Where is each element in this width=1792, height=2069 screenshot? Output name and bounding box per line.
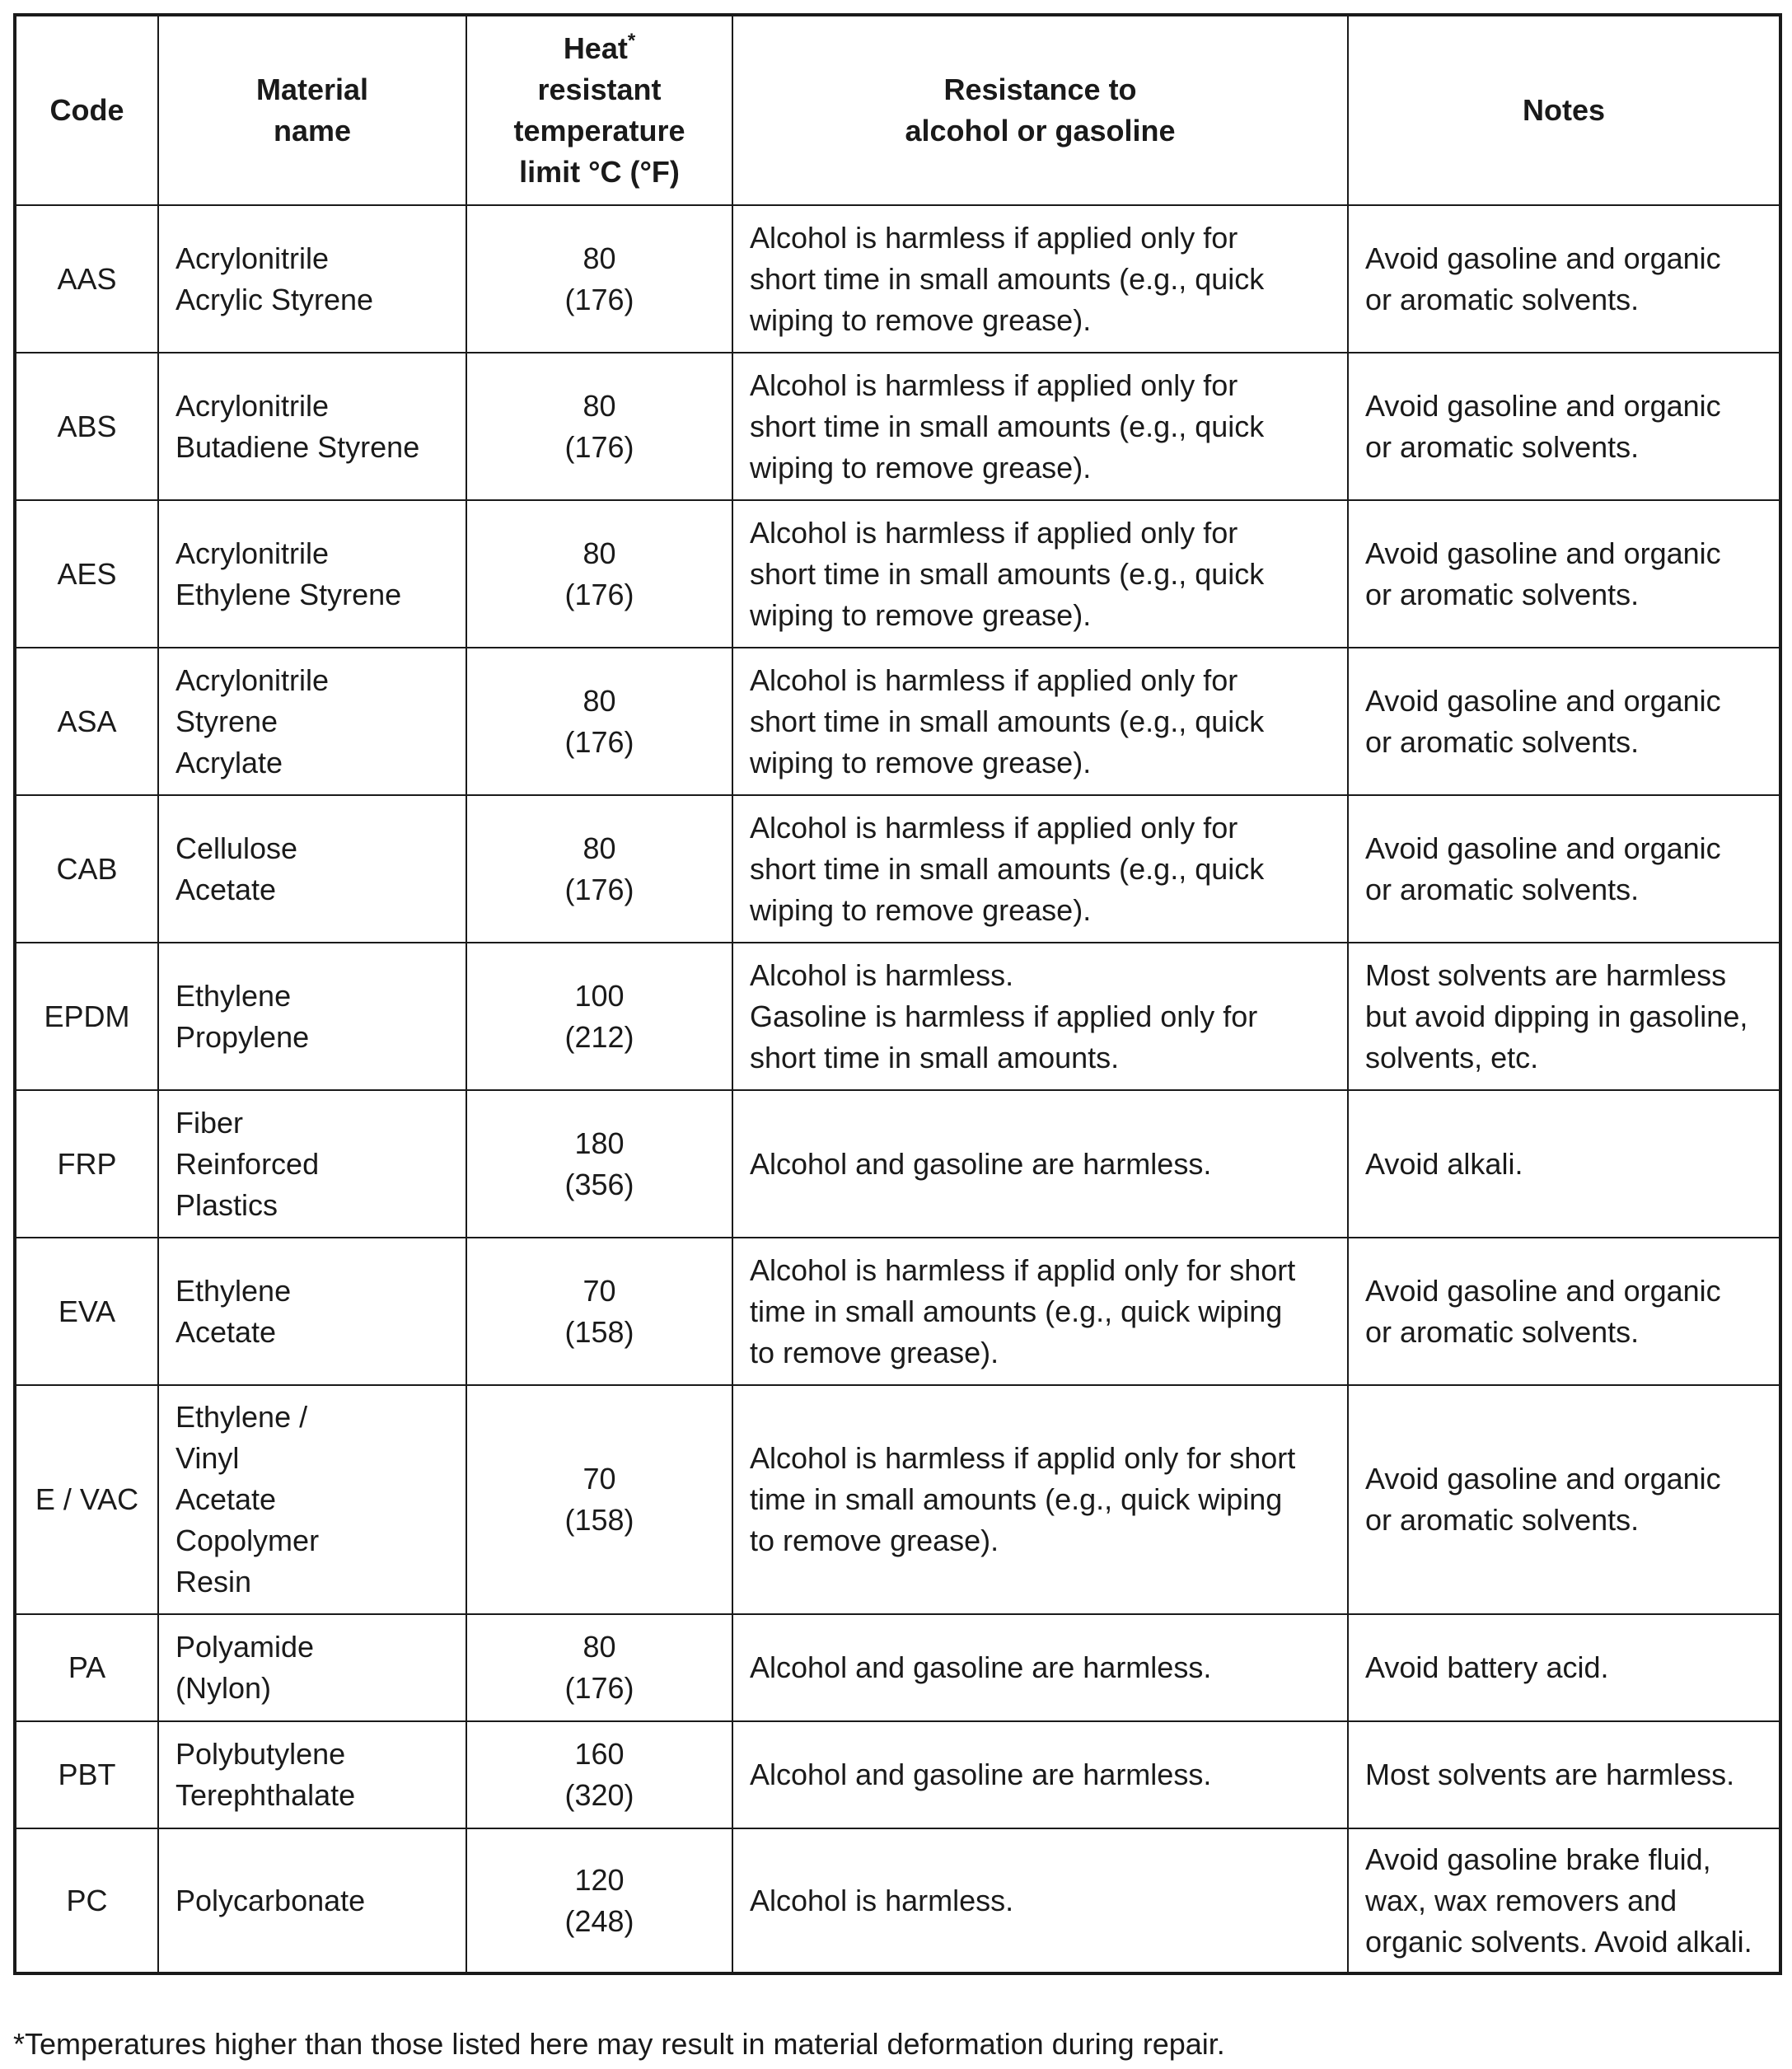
resistance-cell: Alcohol is harmless if applied only for short time in small amounts (e.g., quick wiping to remove grease). (732, 795, 1348, 943)
notes-cell: Avoid gasoline and organic or aromatic solvents. (1348, 1385, 1780, 1614)
material-cell: Acrylonitrile Ethylene Styrene (158, 500, 466, 648)
resistance-cell: Alcohol is harmless if applied only for short time in small amounts (e.g., quick wiping to remove grease). (732, 353, 1348, 500)
material-cell: Polycarbonate (158, 1828, 466, 1973)
resistance-cell: Alcohol is harmless if applied only for short time in small amounts (e.g., quick wiping to remove grease). (732, 648, 1348, 795)
code-cell: FRP (15, 1090, 158, 1238)
temp-cell: 120 (248) (466, 1828, 732, 1973)
temp-cell: 70 (158) (466, 1385, 732, 1614)
resistance-cell: Alcohol is harmless if applied only for short time in small amounts (e.g., quick wiping to remove grease). (732, 205, 1348, 353)
temp-cell: 80 (176) (466, 500, 732, 648)
header-heat-limit (466, 15, 732, 205)
temp-cell: 160 (320) (466, 1721, 732, 1828)
resistance-cell: Alcohol and gasoline are harmless. (732, 1721, 1348, 1828)
material-cell: Cellulose Acetate (158, 795, 466, 943)
table-row (15, 1614, 1780, 1721)
header-material-name-text: Material name (255, 73, 369, 147)
notes-cell: Avoid gasoline brake fluid, wax, wax removers and organic solvents. Avoid alkali. (1348, 1828, 1780, 1973)
table-row (15, 943, 1780, 1090)
materials-table (13, 13, 1782, 1975)
resistance-cell: Alcohol and gasoline are harmless. (732, 1614, 1348, 1721)
table-row (15, 1385, 1780, 1614)
asterisk-mark: * (627, 30, 636, 52)
resistance-cell: Alcohol is harmless. Gasoline is harmless if applied only for short time in small amounts. (732, 943, 1348, 1090)
table-row (15, 353, 1780, 500)
table-row (15, 205, 1780, 353)
code-cell: E / VAC (15, 1385, 158, 1614)
temp-cell: 80 (176) (466, 1614, 732, 1721)
notes-cell: Most solvents are harmless but avoid dipping in gasoline, solvents, etc. (1348, 943, 1780, 1090)
notes-cell: Avoid gasoline and organic or aromatic solvents. (1348, 205, 1780, 353)
header-heat-rest-text: resistant temperature limit °C (°F) (513, 73, 685, 189)
temp-cell: 180 (356) (466, 1090, 732, 1238)
material-cell: Acrylonitrile Butadiene Styrene (158, 353, 466, 500)
code-cell: PC (15, 1828, 158, 1973)
notes-cell: Most solvents are harmless. (1348, 1721, 1780, 1828)
material-cell: Ethylene / Vinyl Acetate Copolymer Resin (158, 1385, 466, 1614)
resistance-cell: Alcohol is harmless if applid only for short time in small amounts (e.g., quick wiping to remove grease). (732, 1385, 1348, 1614)
footnote: *Temperatures higher than those listed here may result in material deformation during repair. (13, 2027, 1225, 2061)
table-row (15, 1238, 1780, 1385)
temp-cell: 80 (176) (466, 205, 732, 353)
code-cell: ASA (15, 648, 158, 795)
header-resistance-text: Resistance to alcohol or gasoline (905, 73, 1176, 147)
table-row (15, 1828, 1780, 1973)
material-cell: Acrylonitrile Styrene Acrylate (158, 648, 466, 795)
code-cell: PBT (15, 1721, 158, 1828)
header-heat-text: Heat (563, 31, 628, 65)
table-row (15, 500, 1780, 648)
material-cell: Ethylene Propylene (158, 943, 466, 1090)
notes-cell: Avoid battery acid. (1348, 1614, 1780, 1721)
material-cell: Ethylene Acetate (158, 1238, 466, 1385)
resistance-cell: Alcohol is harmless. (732, 1828, 1348, 1973)
header-code: Code (15, 15, 158, 205)
table-row (15, 648, 1780, 795)
temp-cell: 80 (176) (466, 795, 732, 943)
code-cell: EPDM (15, 943, 158, 1090)
code-cell: CAB (15, 795, 158, 943)
material-cell: Acrylonitrile Acrylic Styrene (158, 205, 466, 353)
code-cell: ABS (15, 353, 158, 500)
notes-cell: Avoid alkali. (1348, 1090, 1780, 1238)
temp-cell: 70 (158) (466, 1238, 732, 1385)
table-row (15, 795, 1780, 943)
resistance-cell: Alcohol is harmless if applied only for short time in small amounts (e.g., quick wiping to remove grease). (732, 500, 1348, 648)
header-material-name (158, 15, 466, 205)
code-cell: EVA (15, 1238, 158, 1385)
material-cell: Polybutylene Terephthalate (158, 1721, 466, 1828)
notes-cell: Avoid gasoline and organic or aromatic solvents. (1348, 500, 1780, 648)
table-row (15, 1721, 1780, 1828)
notes-cell: Avoid gasoline and organic or aromatic solvents. (1348, 648, 1780, 795)
notes-cell: Avoid gasoline and organic or aromatic solvents. (1348, 795, 1780, 943)
temp-cell: 80 (176) (466, 648, 732, 795)
notes-cell: Avoid gasoline and organic or aromatic solvents. (1348, 1238, 1780, 1385)
table-row (15, 1090, 1780, 1238)
temp-cell: 100 (212) (466, 943, 732, 1090)
notes-cell: Avoid gasoline and organic or aromatic solvents. (1348, 353, 1780, 500)
resistance-cell: Alcohol and gasoline are harmless. (732, 1090, 1348, 1238)
code-cell: PA (15, 1614, 158, 1721)
code-cell: AES (15, 500, 158, 648)
header-resistance (732, 15, 1348, 205)
resistance-cell: Alcohol is harmless if applid only for short time in small amounts (e.g., quick wiping to remove grease). (732, 1238, 1348, 1385)
temp-cell: 80 (176) (466, 353, 732, 500)
header-notes: Notes (1348, 15, 1780, 205)
header-row (15, 15, 1780, 205)
material-cell: Polyamide (Nylon) (158, 1614, 466, 1721)
material-cell: Fiber Reinforced Plastics (158, 1090, 466, 1238)
code-cell: AAS (15, 205, 158, 353)
